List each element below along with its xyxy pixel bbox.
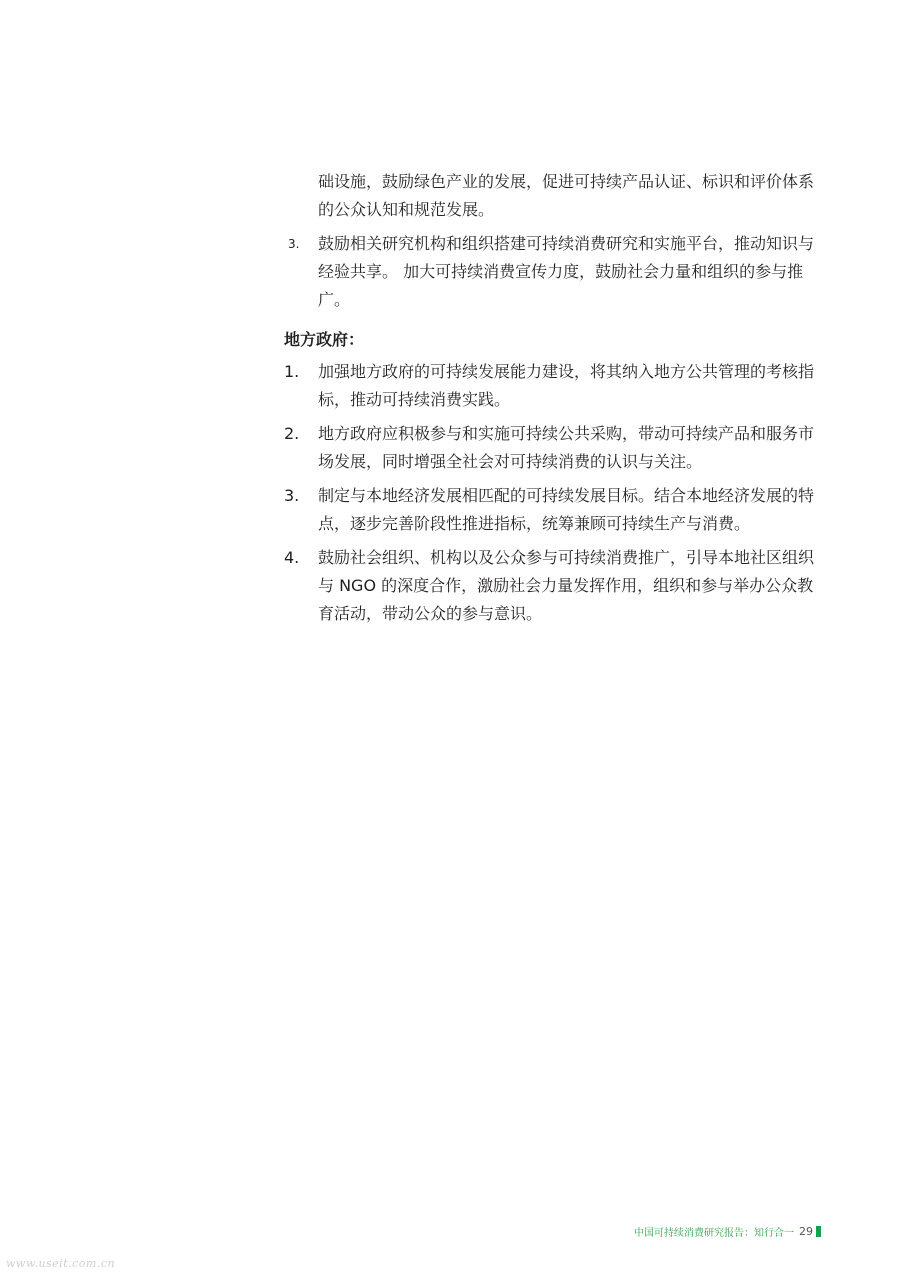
list-number: 2. — [284, 424, 300, 443]
list-text: 地方政府应积极参与和实施可持续公共采购，带动可持续产品和服务市场发展，同时增强全社会对可持续消费的认识与关注。 — [318, 424, 815, 471]
footer-accent-bar — [816, 1226, 821, 1237]
page-footer — [634, 1224, 821, 1239]
list-item — [284, 358, 824, 414]
intro-continuation-paragraph: 础设施，鼓励绿色产业的发展，促进可持续产品认证、标识和评价体系的公众认知和规范发展。 — [318, 172, 815, 219]
list-item — [284, 482, 824, 538]
list-text: 鼓励相关研究机构和组织搭建可持续消费研究和实施平台，推动知识与经验共享。 加大可持续消费宣传力度，鼓励社会力量和组织的参与推广。 — [318, 234, 815, 309]
footer-report-title: 中国可持续消费研究报告：知行合一 — [634, 1228, 794, 1239]
list-item — [284, 420, 824, 476]
page-number: 29 — [799, 1225, 813, 1238]
list-text: 加强地方政府的可持续发展能力建设，将其纳入地方公共管理的考核指标，推动可持续消费实践。 — [318, 362, 815, 409]
local-government-list — [284, 358, 824, 628]
watermark: www.useit.com.cn — [6, 1257, 116, 1270]
list-number: 3. — [284, 486, 300, 505]
list-number: 1. — [284, 362, 300, 381]
list-text: 鼓励社会组织、机构以及公众参与可持续消费推广，引导本地社区组织与 NGO 的深度合作，激励社会力量发挥作用，组织和参与举办公众教育活动，带动公众的参与意识。 — [318, 548, 815, 623]
national-list-item-3 — [284, 230, 824, 314]
document-body — [284, 168, 824, 628]
list-text: 制定与本地经济发展相匹配的可持续发展目标。结合本地经济发展的特点，逐步完善阶段性推进指标，统筹兼顾可持续生产与消费。 — [318, 486, 815, 533]
list-number: 3. — [288, 237, 300, 251]
section-heading-local-government: 地方政府： — [284, 330, 365, 349]
list-item — [284, 544, 824, 628]
list-number: 4. — [284, 548, 300, 567]
